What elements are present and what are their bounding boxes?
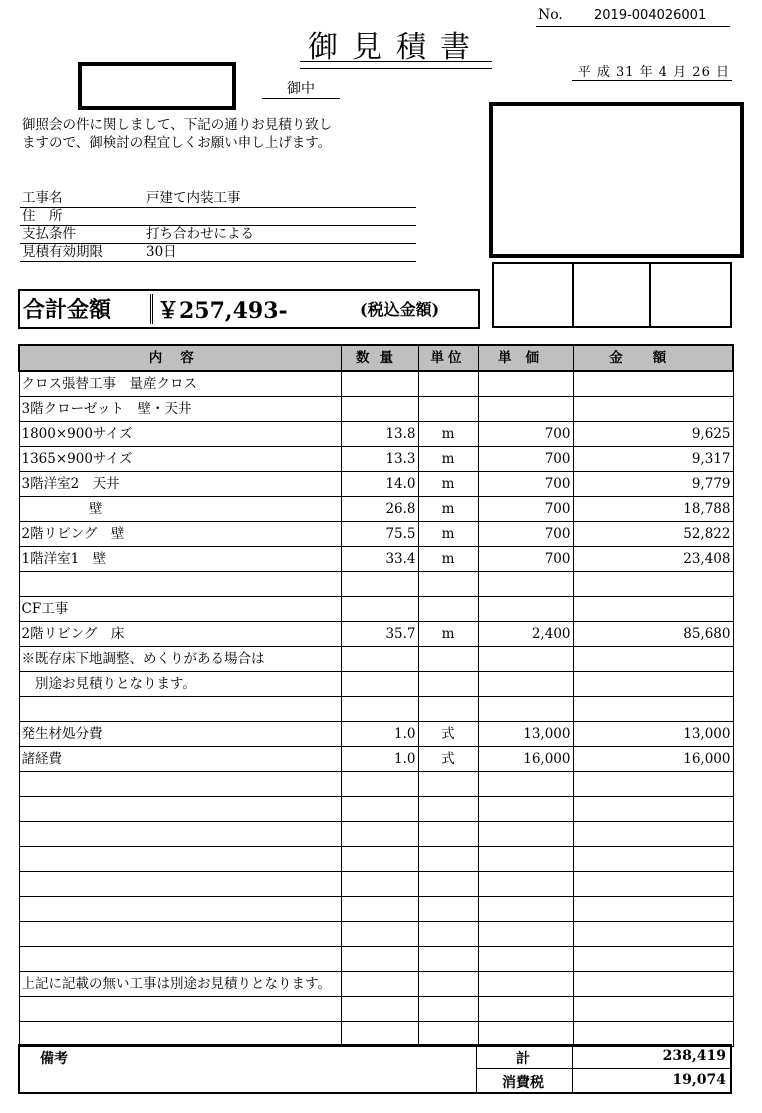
cell-amount: 16,000 bbox=[573, 747, 733, 772]
cell-description: 1365×900サイズ bbox=[19, 447, 341, 472]
info-label: 住 所 bbox=[22, 208, 63, 224]
cell-unit bbox=[418, 572, 478, 597]
company-stamp-box bbox=[489, 102, 744, 258]
table-row bbox=[19, 647, 733, 672]
cell-unit-price: 700 bbox=[478, 447, 573, 472]
cell-unit bbox=[418, 772, 478, 797]
table-row bbox=[19, 797, 733, 822]
table-row bbox=[19, 697, 733, 722]
cell-unit-price bbox=[478, 672, 573, 697]
header-amount: 金額 bbox=[573, 345, 733, 371]
total-amount: ￥257,493- bbox=[150, 294, 288, 324]
cell-unit-price: 13,000 bbox=[478, 722, 573, 747]
cell-unit-price bbox=[478, 647, 573, 672]
table-row bbox=[19, 371, 733, 397]
cell-unit-price bbox=[478, 697, 573, 722]
cell-amount bbox=[573, 772, 733, 797]
cell-unit bbox=[418, 922, 478, 947]
cell-amount: 9,625 bbox=[573, 422, 733, 447]
cell-description bbox=[19, 772, 341, 797]
footer-area bbox=[18, 1044, 732, 1094]
table-row bbox=[19, 447, 733, 472]
remarks-label: 備考 bbox=[40, 1051, 68, 1067]
cell-quantity: 13.8 bbox=[341, 422, 418, 447]
table-row bbox=[19, 397, 733, 422]
cell-quantity: 1.0 bbox=[341, 747, 418, 772]
cell-unit-price bbox=[478, 371, 573, 397]
cell-unit bbox=[418, 797, 478, 822]
table-row bbox=[19, 947, 733, 972]
cell-unit bbox=[418, 647, 478, 672]
header-unit-price: 単価 bbox=[478, 345, 573, 371]
recipient-suffix: 御中 bbox=[262, 78, 340, 99]
cell-unit-price bbox=[478, 1022, 573, 1047]
intro-line-1: 御照会の件に関しまして、下記の通りお見積り致し bbox=[22, 117, 333, 133]
cell-unit-price: 700 bbox=[478, 472, 573, 497]
cell-unit-price: 700 bbox=[478, 547, 573, 572]
cell-description: 諸経費 bbox=[19, 747, 341, 772]
cell-amount bbox=[573, 647, 733, 672]
total-label: 合計金額 bbox=[23, 297, 112, 323]
subtotal-value: 238,419 bbox=[662, 1048, 726, 1064]
info-row-validity bbox=[20, 244, 416, 262]
cell-amount bbox=[573, 947, 733, 972]
cell-unit: m bbox=[418, 422, 478, 447]
cell-quantity: 1.0 bbox=[341, 722, 418, 747]
cell-unit bbox=[418, 997, 478, 1022]
title-underline bbox=[300, 61, 492, 62]
info-value: 打ち合わせによる bbox=[146, 226, 254, 242]
cell-unit-price bbox=[478, 772, 573, 797]
cell-description: CF工事 bbox=[19, 597, 341, 622]
cell-amount bbox=[573, 371, 733, 397]
cell-unit-price bbox=[478, 572, 573, 597]
cell-amount: 9,317 bbox=[573, 447, 733, 472]
cell-unit-price: 700 bbox=[478, 497, 573, 522]
cell-description: 3階クローゼット 壁・天井 bbox=[19, 397, 341, 422]
info-value: 戸建て内装工事 bbox=[146, 190, 241, 206]
cell-description bbox=[19, 822, 341, 847]
cell-unit bbox=[418, 697, 478, 722]
cell-amount: 13,000 bbox=[573, 722, 733, 747]
cell-quantity bbox=[341, 371, 418, 397]
info-label: 見積有効期限 bbox=[22, 244, 103, 260]
cell-description: 3階洋室2 天井 bbox=[19, 472, 341, 497]
cell-quantity bbox=[341, 772, 418, 797]
cell-amount bbox=[573, 822, 733, 847]
cell-amount: 9,779 bbox=[573, 472, 733, 497]
cell-unit-price bbox=[478, 922, 573, 947]
cell-amount bbox=[573, 697, 733, 722]
tax-value: 19,074 bbox=[672, 1072, 726, 1088]
total-amount-box bbox=[18, 289, 480, 329]
cell-unit-price bbox=[478, 947, 573, 972]
cell-description bbox=[19, 572, 341, 597]
cell-quantity bbox=[341, 397, 418, 422]
cell-description bbox=[19, 872, 341, 897]
cell-quantity bbox=[341, 672, 418, 697]
cell-description: クロス張替工事 量産クロス bbox=[19, 371, 341, 397]
table-row bbox=[19, 547, 733, 572]
cell-amount bbox=[573, 897, 733, 922]
seal-box-2 bbox=[571, 262, 651, 328]
cell-unit-price: 700 bbox=[478, 522, 573, 547]
header-unit: 単位 bbox=[418, 345, 478, 371]
cell-amount bbox=[573, 672, 733, 697]
table-row bbox=[19, 972, 733, 997]
cell-quantity bbox=[341, 822, 418, 847]
table-row bbox=[19, 997, 733, 1022]
table-row bbox=[19, 722, 733, 747]
cell-description: 壁 bbox=[19, 497, 341, 522]
cell-unit: 式 bbox=[418, 722, 478, 747]
cell-amount bbox=[573, 922, 733, 947]
cell-unit: m bbox=[418, 497, 478, 522]
issue-date: 平 成 31 年 4 月 26 日 bbox=[572, 61, 732, 81]
info-row-address bbox=[20, 208, 416, 226]
table-row bbox=[19, 597, 733, 622]
header-quantity: 数量 bbox=[341, 345, 418, 371]
info-row-project bbox=[20, 190, 416, 208]
cell-unit bbox=[418, 672, 478, 697]
cell-description: ※既存床下地調整、めくりがある場合は bbox=[19, 647, 341, 672]
cell-unit-price bbox=[478, 847, 573, 872]
cell-description bbox=[19, 947, 341, 972]
cell-description bbox=[19, 997, 341, 1022]
cell-unit: 式 bbox=[418, 747, 478, 772]
cell-description bbox=[19, 697, 341, 722]
cell-quantity: 14.0 bbox=[341, 472, 418, 497]
cell-quantity bbox=[341, 972, 418, 997]
cell-unit-price bbox=[478, 822, 573, 847]
cell-quantity bbox=[341, 797, 418, 822]
cell-unit-price bbox=[478, 972, 573, 997]
cell-description: 上記に記載の無い工事は別途お見積りとなります。 bbox=[19, 972, 341, 997]
table-row bbox=[19, 622, 733, 647]
cell-unit: m bbox=[418, 447, 478, 472]
cell-description bbox=[19, 897, 341, 922]
document-number-value: 2019-004026001 bbox=[594, 8, 707, 23]
table-row bbox=[19, 747, 733, 772]
cell-unit bbox=[418, 822, 478, 847]
cell-amount: 52,822 bbox=[573, 522, 733, 547]
cell-description: 2階リビング 床 bbox=[19, 622, 341, 647]
cell-description: 2階リビング 壁 bbox=[19, 522, 341, 547]
footer-divider bbox=[476, 1068, 730, 1069]
cell-description: 1800×900サイズ bbox=[19, 422, 341, 447]
cell-amount bbox=[573, 397, 733, 422]
cell-description: 1階洋室1 壁 bbox=[19, 547, 341, 572]
table-row bbox=[19, 522, 733, 547]
table-row bbox=[19, 922, 733, 947]
table-row bbox=[19, 422, 733, 447]
cell-amount bbox=[573, 997, 733, 1022]
cell-unit bbox=[418, 397, 478, 422]
seal-box-3 bbox=[650, 262, 732, 328]
info-label: 支払条件 bbox=[22, 226, 76, 242]
cell-unit bbox=[418, 371, 478, 397]
table-row bbox=[19, 872, 733, 897]
cell-description bbox=[19, 797, 341, 822]
cell-unit-price bbox=[478, 797, 573, 822]
info-value: 30日 bbox=[146, 244, 177, 260]
footer-divider bbox=[572, 1046, 573, 1092]
cell-unit bbox=[418, 1022, 478, 1047]
cell-unit bbox=[418, 872, 478, 897]
document-number-label: No. bbox=[538, 7, 563, 23]
header-description: 内容 bbox=[19, 345, 341, 371]
table-row bbox=[19, 1022, 733, 1047]
cell-amount: 18,788 bbox=[573, 497, 733, 522]
cell-description bbox=[19, 922, 341, 947]
table-header-row bbox=[19, 345, 733, 371]
cell-amount bbox=[573, 597, 733, 622]
cell-amount bbox=[573, 572, 733, 597]
cell-amount: 23,408 bbox=[573, 547, 733, 572]
table-row bbox=[19, 772, 733, 797]
tax-label: 消費税 bbox=[502, 1075, 544, 1091]
cell-unit-price: 16,000 bbox=[478, 747, 573, 772]
cell-quantity bbox=[341, 897, 418, 922]
page-title: 御見積書 bbox=[300, 22, 492, 69]
table-row bbox=[19, 472, 733, 497]
footer-divider bbox=[476, 1046, 477, 1092]
intro-text bbox=[22, 116, 382, 152]
cell-quantity: 75.5 bbox=[341, 522, 418, 547]
recipient-name-box bbox=[78, 62, 236, 110]
cell-quantity bbox=[341, 847, 418, 872]
cell-unit: m bbox=[418, 522, 478, 547]
cell-quantity bbox=[341, 922, 418, 947]
cell-description bbox=[19, 1022, 341, 1047]
tax-included-note: (税込金額) bbox=[360, 300, 440, 319]
cell-quantity bbox=[341, 697, 418, 722]
cell-unit bbox=[418, 897, 478, 922]
subtotal-label: 計 bbox=[516, 1051, 530, 1067]
cell-quantity bbox=[341, 572, 418, 597]
cell-amount bbox=[573, 872, 733, 897]
table-row bbox=[19, 847, 733, 872]
cell-amount bbox=[573, 972, 733, 997]
cell-quantity: 35.7 bbox=[341, 622, 418, 647]
cell-quantity bbox=[341, 872, 418, 897]
cell-unit bbox=[418, 597, 478, 622]
cell-unit bbox=[418, 947, 478, 972]
table-row bbox=[19, 897, 733, 922]
info-label: 工事名 bbox=[22, 190, 63, 206]
cell-quantity bbox=[341, 597, 418, 622]
document-number bbox=[536, 6, 730, 27]
cell-amount bbox=[573, 797, 733, 822]
cell-unit-price bbox=[478, 897, 573, 922]
cell-unit: m bbox=[418, 622, 478, 647]
cell-description: 発生材処分費 bbox=[19, 722, 341, 747]
cell-unit bbox=[418, 972, 478, 997]
cell-amount: 85,680 bbox=[573, 622, 733, 647]
cell-unit-price bbox=[478, 597, 573, 622]
cell-unit-price: 700 bbox=[478, 422, 573, 447]
cell-quantity bbox=[341, 647, 418, 672]
cell-amount bbox=[573, 1022, 733, 1047]
cell-quantity: 33.4 bbox=[341, 547, 418, 572]
table-row bbox=[19, 572, 733, 597]
table-row bbox=[19, 672, 733, 697]
table-row bbox=[19, 822, 733, 847]
info-row-payment bbox=[20, 226, 416, 244]
cell-unit-price bbox=[478, 397, 573, 422]
cell-unit-price: 2,400 bbox=[478, 622, 573, 647]
cell-quantity bbox=[341, 947, 418, 972]
table-row bbox=[19, 497, 733, 522]
intro-line-2: ますので、御検討の程宜しくお願い申し上げます。 bbox=[22, 135, 332, 151]
cell-unit bbox=[418, 847, 478, 872]
cell-unit-price bbox=[478, 872, 573, 897]
cell-quantity bbox=[341, 1022, 418, 1047]
cell-description bbox=[19, 847, 341, 872]
cell-quantity bbox=[341, 997, 418, 1022]
seal-box-1 bbox=[492, 262, 574, 328]
cell-unit: m bbox=[418, 472, 478, 497]
cell-unit: m bbox=[418, 547, 478, 572]
cell-unit-price bbox=[478, 997, 573, 1022]
cell-quantity: 26.8 bbox=[341, 497, 418, 522]
cell-amount bbox=[573, 847, 733, 872]
estimate-table bbox=[18, 344, 734, 1047]
cell-description: 別途お見積りとなります。 bbox=[19, 672, 341, 697]
cell-quantity: 13.3 bbox=[341, 447, 418, 472]
